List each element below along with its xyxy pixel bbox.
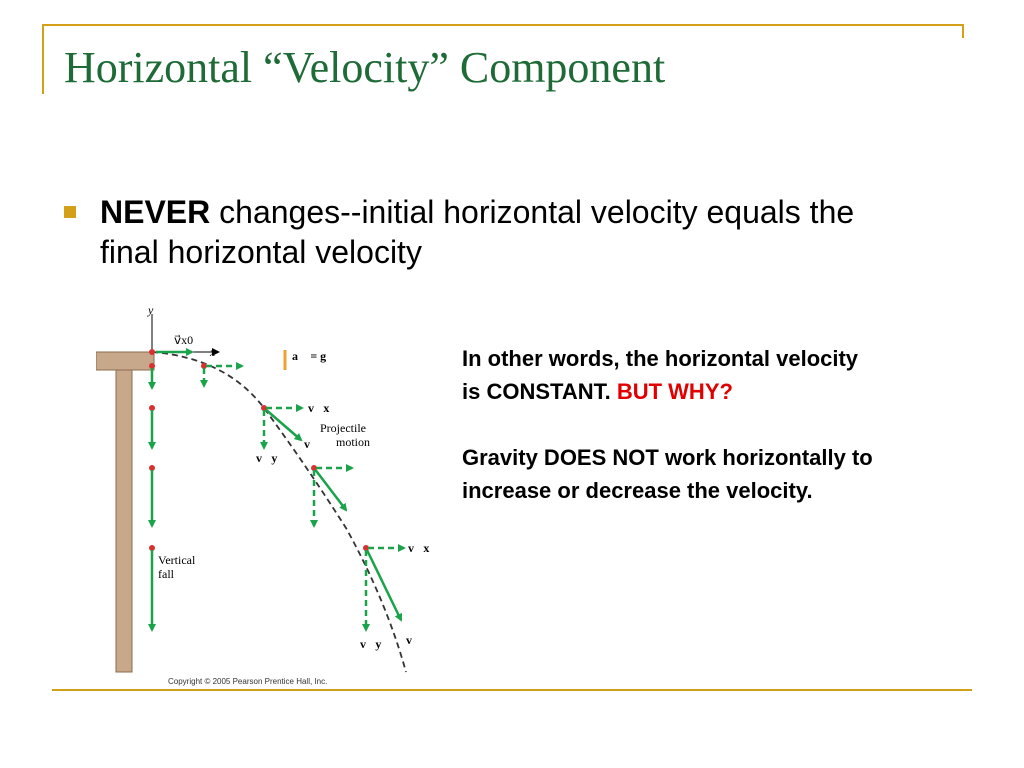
acceleration-label: a⃗ = g⃗ <box>292 349 336 363</box>
bullet-text <box>100 192 870 272</box>
v-label-3: v⃗ <box>304 437 320 451</box>
frame-left-rule <box>42 24 44 94</box>
velocity-tangent-4 <box>366 548 401 620</box>
figure-copyright: Copyright © 2005 Pearson Prentice Hall, Inc. <box>168 677 328 686</box>
frame-right-rule <box>962 24 964 38</box>
projectile-label-line1: Projectile <box>320 421 366 435</box>
vy-label-5: v⃗y <box>360 637 382 651</box>
vy-label-3: v⃗y <box>256 451 278 465</box>
x-axis-label: x <box>210 345 216 359</box>
vertical-fall-label-line2: fall <box>158 567 174 581</box>
v-label-5: v⃗ <box>406 633 422 647</box>
bullet-square-icon <box>64 206 76 218</box>
projectile-path <box>152 352 406 672</box>
projectile-label-line2: motion <box>336 435 371 449</box>
vx-label-5: v⃗x <box>408 541 430 555</box>
cliff-top <box>96 352 154 370</box>
bullet-emphasis: NEVER <box>100 194 211 230</box>
explanation-line1: In other words, the horizontal velocity is CONSTANT. <box>462 346 859 404</box>
explanation-highlight: BUT WHY? <box>616 379 733 404</box>
vertical-fall-label-line1: Vertical <box>158 553 196 567</box>
explanation-line2: Gravity DOES NOT work horizontally to increase or decrease the velocity. <box>462 445 873 503</box>
bullet-body: changes--initial horizontal velocity equals the final horizontal velocity <box>100 194 855 270</box>
y-axis-label: y <box>148 303 154 317</box>
v-x0-label: v⃗x0 <box>174 333 194 347</box>
projectile-diagram <box>96 300 436 692</box>
frame-top-rule <box>42 24 964 26</box>
vx-label-3: v⃗x <box>308 401 330 415</box>
slide-title: Horizontal “Velocity” Component <box>64 43 666 92</box>
explanation-text <box>462 342 882 507</box>
cliff-wall <box>116 370 132 672</box>
projectile-dot-1 <box>149 349 155 355</box>
velocity-tangent-2 <box>264 408 301 440</box>
